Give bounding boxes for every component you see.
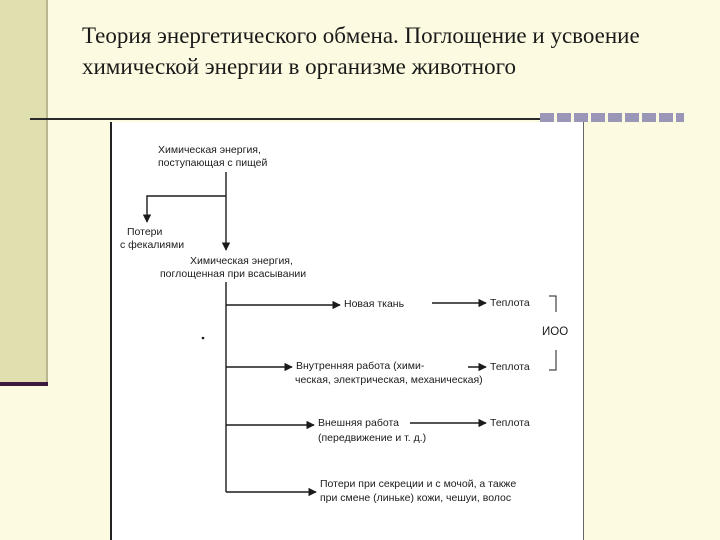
internal-work-label-2: ческая, электрическая, механическая): [295, 374, 483, 386]
fecal-label-1: Потери: [127, 226, 163, 238]
intake-label-1: Химическая энергия,: [158, 144, 261, 156]
heat-label-2: Теплота: [490, 361, 530, 373]
external-work-label-2: (передвижение и т. д.): [318, 432, 427, 444]
intake-label-2: поступающая с пищей: [158, 157, 268, 169]
slide-title: Теория энергетического обмена. Поглощение и усвоение химической энергии в организме животного: [82, 23, 640, 79]
heat-label-1: Теплота: [490, 297, 530, 309]
new-tissue-label: Новая ткань: [344, 298, 405, 310]
absorbed-label-2: поглощенная при всасывании: [160, 268, 307, 280]
secretion-label-1: Потери при секреции и с мочой, а также: [320, 478, 517, 490]
fecal-label-2: с фекалиями: [120, 239, 185, 251]
secretion-label-2: при смене (линьке) кожи, чешуи, волос: [320, 492, 512, 504]
speck: [202, 337, 205, 340]
fecal-arrow: [147, 196, 226, 222]
internal-work-label-1: Внутренняя работа (хими-: [296, 360, 425, 372]
heat-label-3: Теплота: [490, 417, 530, 429]
external-work-label-1: Внешняя работа: [318, 417, 399, 429]
absorbed-label-1: Химическая энергия,: [190, 255, 293, 267]
bracket-bottom: [549, 350, 556, 370]
bracket-top: [549, 296, 556, 312]
side-note: ИОО: [542, 326, 569, 338]
